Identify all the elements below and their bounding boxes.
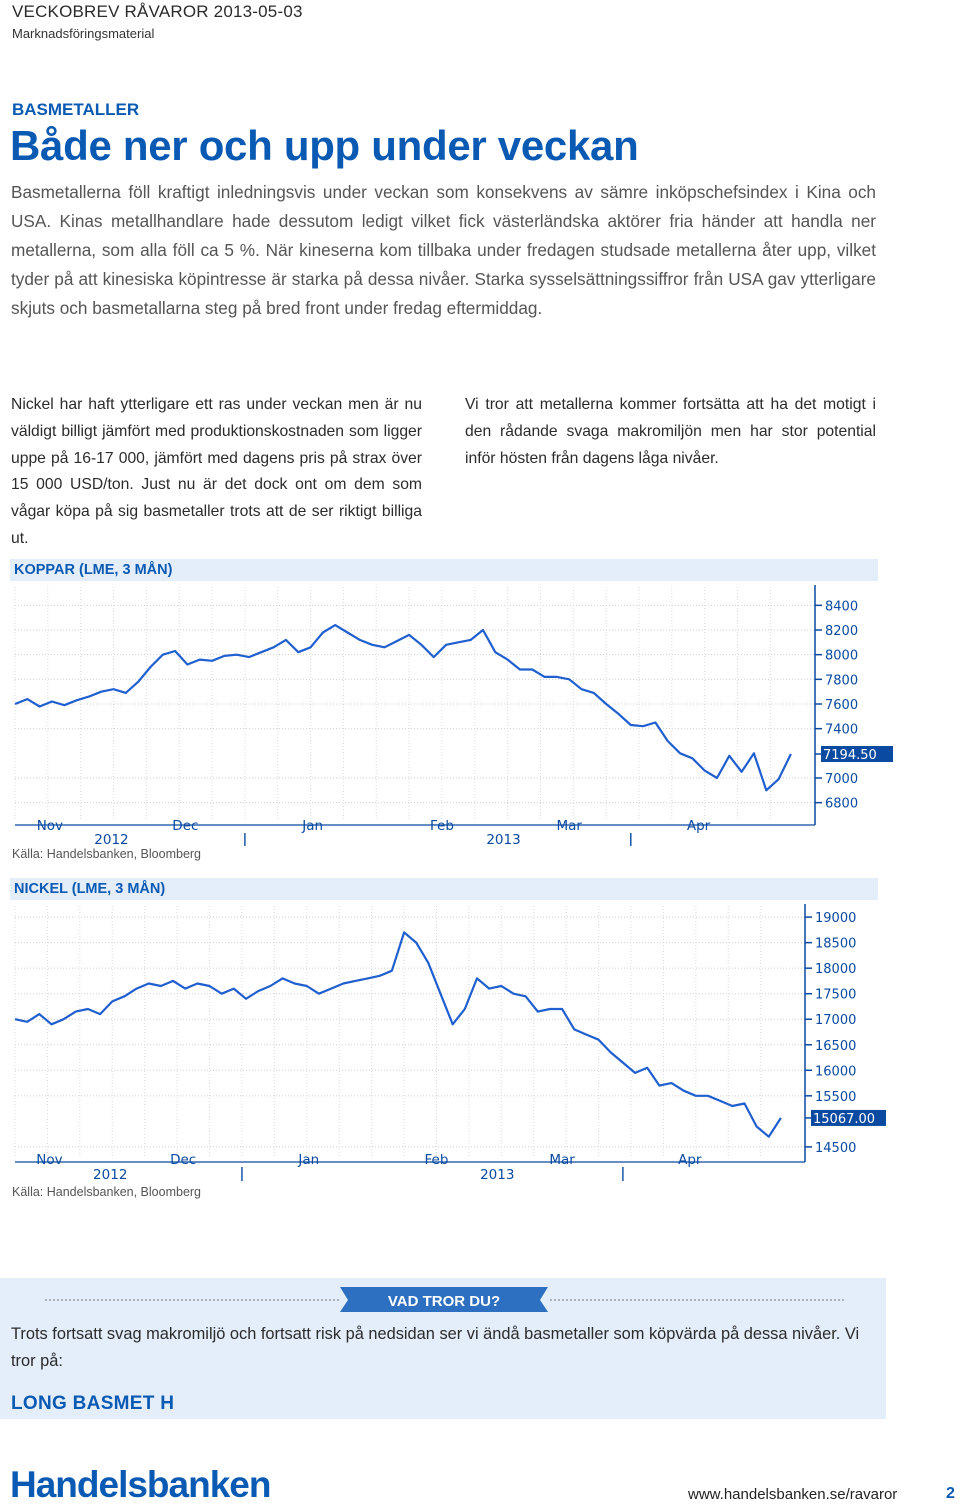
copper-chart-source: Källa: Handelsbanken, Bloomberg: [12, 847, 202, 861]
outlook-banner: [40, 1286, 850, 1314]
y-tick-label: 8400: [825, 599, 859, 615]
y-tick-label: 8000: [825, 648, 859, 664]
series-line-nickel: [15, 932, 781, 1136]
x-month-label: Nov: [36, 818, 64, 834]
section-label: BASMETALLER: [12, 100, 140, 119]
last-value-label: 15067.00: [813, 1111, 876, 1127]
series-line-koppar: [15, 625, 791, 790]
y-tick-label: 16500: [815, 1038, 857, 1054]
x-month-label: Feb: [424, 1152, 449, 1168]
y-tick-label: 16000: [815, 1064, 857, 1080]
x-month-label: Jan: [298, 1152, 320, 1168]
y-tick-label: 7000: [825, 772, 859, 787]
y-tick-label: 7400: [825, 722, 859, 738]
y-tick-label: 7600: [825, 698, 859, 713]
copper-chart-header: [10, 559, 878, 581]
last-value-label: 7194.50: [823, 748, 877, 764]
x-month-label: Nov: [36, 1152, 63, 1168]
y-tick-label: 15500: [815, 1089, 857, 1105]
y-tick-label: 6800: [825, 796, 859, 812]
headline: Både ner och upp under veckan: [10, 122, 639, 169]
x-month-label: Mar: [549, 1152, 575, 1168]
y-tick-label: 19000: [815, 911, 857, 927]
recommendation: LONG BASMET H: [11, 1393, 175, 1414]
x-month-label: Dec: [170, 1152, 197, 1168]
x-year-label: 2013: [486, 832, 521, 848]
page-number: 2: [946, 1485, 955, 1502]
document-title: VECKOBREV RÅVAROR 2013-05-03: [12, 2, 303, 21]
nickel-chart: [0, 902, 900, 1184]
outlook-badge-label: VAD TROR DU?: [387, 1293, 501, 1310]
x-year-label: 2013: [480, 1167, 515, 1183]
x-month-label: Apr: [678, 1152, 702, 1168]
x-month-label: Feb: [429, 818, 454, 834]
x-month-label: Dec: [172, 818, 199, 834]
y-tick-label: 18000: [815, 962, 857, 978]
copper-chart-title: KOPPAR (LME, 3 MÅN): [14, 562, 173, 578]
left-column-text: Nickel har haft ytterligare ett ras under veckan men är nu väldigt billigt jämfört med produktionskostnaden som ligger uppe på 16-17 000, jämfört med dagens pris på strax över 15 000 USD/ton. Just nu är det dock ont om dem som vågar köpa på sig basmetaller trots att de ser riktigt billiga ut.: [11, 396, 422, 547]
right-column-text: Vi tror att metallerna kommer fortsätta att ha det motigt i den rådande svaga makromiljön men har stor potential inför hösten från dagens låga nivåer.: [465, 396, 876, 467]
copper-chart: [0, 583, 900, 848]
nickel-chart-source: Källa: Handelsbanken, Bloomberg: [12, 1185, 202, 1199]
intro-paragraph: Basmetallerna föll kraftigt inledningsvis under veckan som konsekvens av sämre inköpschefsindex i Kina och USA. Kinas metallhandlare hade dessutom ledigt vilket fick västerländska aktörer fria händer att handla ner metallerna, som alla föll ca 5 %. När kineserna kom tillbaka under fredagen studsade metallerna åter upp, vilket tyder på att kinesiska köpintresse är starka på dessa nivåer. Starka sysselsättningssiffror från USA gav ytterligare skjuts och basmetallarna steg på bred front under fredag eftermiddag.: [11, 182, 876, 318]
y-tick-label: 17000: [815, 1013, 857, 1029]
y-tick-label: 7800: [825, 673, 859, 689]
x-year-label: 2012: [94, 832, 129, 848]
nickel-chart-title: NICKEL (LME, 3 MÅN): [14, 881, 166, 897]
x-month-label: Mar: [556, 818, 582, 834]
x-month-label: Jan: [302, 818, 324, 834]
nickel-chart-header: [10, 878, 878, 900]
y-tick-label: 17500: [815, 987, 857, 1003]
y-tick-label: 18500: [815, 936, 857, 952]
y-tick-label: 14500: [815, 1140, 857, 1156]
document-subtitle: Marknadsföringsmaterial: [12, 26, 155, 41]
footer-url[interactable]: www.handelsbanken.se/ravaror: [688, 1486, 898, 1503]
y-tick-label: 8200: [825, 624, 859, 639]
handelsbanken-logo: Handelsbanken: [10, 1464, 271, 1505]
outlook-text: Trots fortsatt svag makromiljö och fortsatt risk på nedsidan ser vi ändå basmetaller som köpvärda på dessa nivåer. Vi tror på:: [11, 1325, 860, 1370]
x-month-label: Apr: [686, 818, 711, 834]
x-year-label: 2012: [93, 1167, 128, 1183]
